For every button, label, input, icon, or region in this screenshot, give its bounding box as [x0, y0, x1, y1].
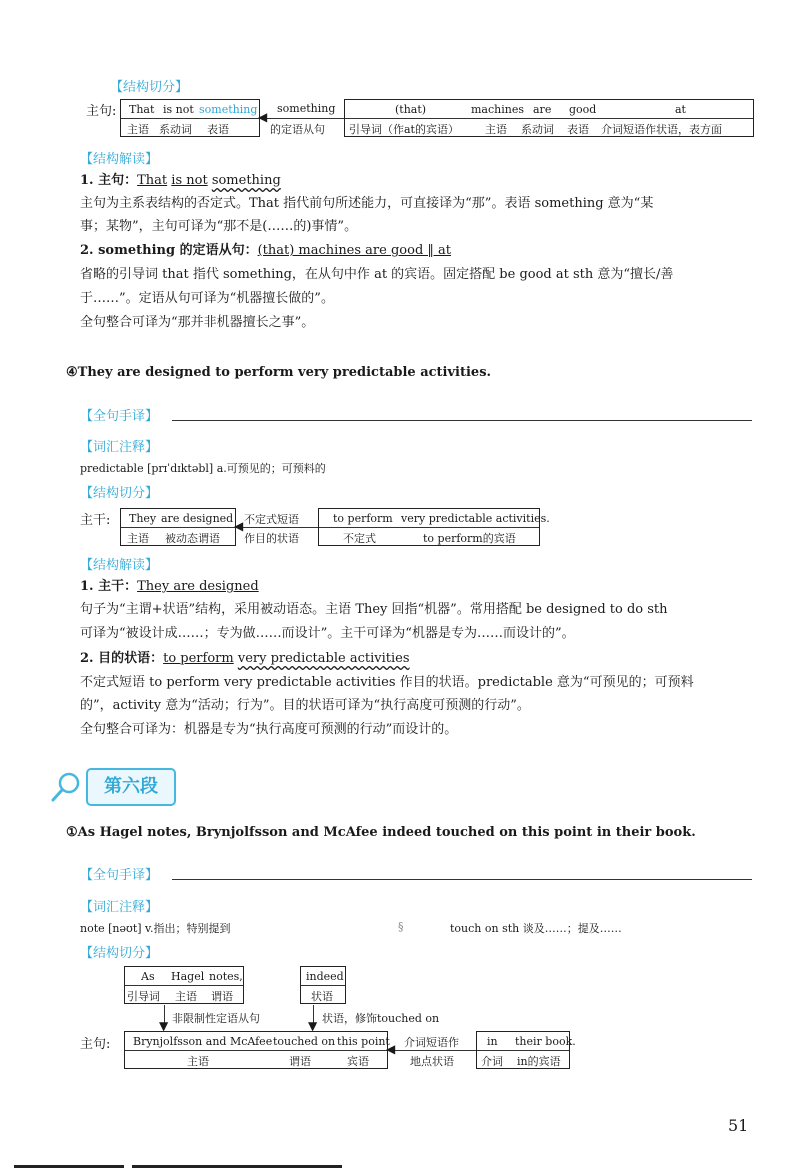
structure-box-infinitive — [318, 508, 550, 546]
role-predicate: 谓语 — [289, 1055, 311, 1068]
phrase-to-perform: to perform — [163, 651, 234, 666]
paragraph-line: 的”，activity 意为“活动；行为”。目的状语可译为“执行高度可预测的行动”。 — [80, 698, 530, 713]
page-number: 51 — [728, 1116, 749, 1135]
mid-label-top: something — [277, 102, 336, 115]
role-subject: 主语 — [127, 123, 149, 136]
word-that: That — [129, 103, 155, 116]
mid-label-bottom: 地点状语 — [410, 1055, 454, 1068]
interpret-tag: 【结构解读】 — [80, 152, 159, 167]
down-arrow-icon: ▼ — [308, 1019, 318, 1033]
structure-box-trunk — [120, 508, 236, 546]
trunk-label: 主干: — [80, 513, 111, 528]
vocab-mark: § — [398, 920, 404, 933]
footer-rule — [132, 1165, 342, 1168]
word-subjects: Brynjolfsson and McAfee — [133, 1035, 273, 1048]
structure-tag: 【结构切分】 — [110, 80, 189, 95]
vocab-note: note [nəʊt] v.指出；特别提到 — [80, 922, 231, 935]
structure-box-main — [120, 99, 260, 137]
word-hagel: Hagel — [171, 970, 205, 983]
point-2-title: 2. something 的定语从句： — [80, 243, 258, 258]
role-predicate: 谓语 — [211, 990, 233, 1003]
vocab-tag: 【词汇注释】 — [80, 440, 159, 455]
role-prep-adverbial: 介词短语作状语，表方面 — [601, 123, 722, 136]
main-clause-label: 主句: — [86, 104, 117, 119]
role-predicative: 表语 — [207, 123, 229, 136]
phrase-very-predictable-activities: very predictable activities — [237, 651, 410, 666]
word-that-paren: (that) — [395, 103, 427, 116]
phrase-something: something — [211, 173, 281, 188]
paragraph-line: 主句为主系表结构的否定式。That 指代前句所述能力，可直接译为“那”。表语 something 意为“某 — [80, 196, 654, 211]
role-subject-2: 主语 — [485, 123, 507, 136]
structure-box-as-clause — [124, 966, 244, 1004]
paragraph-line: 不定式短语 to perform very predictable activities 作目的状语。predictable 意为“可预见的；可预料 — [80, 675, 694, 690]
word-good: good — [569, 103, 597, 116]
point-2 — [80, 242, 451, 260]
word-notes: notes, — [209, 970, 243, 983]
sentence-4: ④They are designed to perform very predictable activities. — [66, 365, 492, 380]
word-to-perform: to perform — [333, 512, 393, 525]
paragraph-line: 省略的引导词 that 指代 something，在从句中作 at 的宾语。固定搭配 be good at sth 意为“擅长/善 — [80, 267, 674, 282]
translate-tag: 【全句手译】 — [80, 868, 159, 883]
phrase-that: That — [137, 173, 168, 188]
section-title: 第六段 — [86, 768, 176, 806]
vocab-tag: 【词汇注释】 — [80, 900, 159, 915]
interpret-tag: 【结构解读】 — [80, 558, 159, 573]
role-object-of-in: in的宾语 — [517, 1055, 561, 1068]
word-as: As — [141, 970, 155, 983]
word-this-point: this point — [337, 1035, 390, 1048]
point-1 — [80, 578, 259, 596]
left-arrow-icon: ◀ — [386, 1042, 396, 1056]
vocab-touch-on: touch on sth 谈及……；提及…… — [450, 922, 622, 935]
role-infinitive: 不定式 — [343, 532, 376, 545]
role-object: 宾语 — [347, 1055, 369, 1068]
word-activities: very predictable activities. — [401, 512, 550, 525]
point-1 — [80, 172, 281, 190]
structure-box-indeed — [300, 966, 346, 1004]
paragraph-line: 全句整合可译为：机器是专为“执行高度可预测的行动”而设计的。 — [80, 722, 458, 737]
translation-blank-line[interactable] — [172, 879, 752, 880]
paragraph-line: 句子为“主谓+状语”结构，采用被动语态。主语 They 回指“机器”。常用搭配 be designed to do sth — [80, 602, 668, 617]
point-2 — [80, 650, 410, 668]
role-preposition: 介词 — [481, 1055, 503, 1068]
sentence-1: ①As Hagel notes, Brynjolfsson and McAfee indeed touched on this point in their book. — [66, 825, 696, 840]
mid-label-top: 介词短语作 — [404, 1036, 459, 1049]
paragraph-line: 可译为“被设计成……；专为做……而设计”。主干可译为“机器是专为……而设计的”。 — [80, 626, 575, 641]
paragraph-line: 于……”。定语从句可译为“机器擅长做的”。 — [80, 291, 334, 306]
adverbial-label: 状语，修饰touched on — [322, 1012, 440, 1025]
role-passive-predicate: 被动态谓语 — [165, 532, 220, 545]
mid-label-top: 不定式短语 — [244, 513, 299, 526]
translation-blank-line[interactable] — [172, 420, 752, 421]
translate-tag: 【全句手译】 — [80, 409, 159, 424]
nonrestrictive-label: 非限制性定语从句 — [172, 1012, 260, 1025]
mid-label-bottom: 的定语从句 — [270, 123, 325, 136]
phrase-is-not: is not — [171, 173, 208, 188]
point-1-title: 1. 主句： — [80, 173, 138, 188]
structure-tag: 【结构切分】 — [80, 486, 159, 501]
role-introducer: 引导词（作at的宾语） — [349, 123, 459, 136]
word-is-not: is not — [163, 103, 194, 116]
word-something: something — [199, 103, 258, 116]
role-predicative-2: 表语 — [567, 123, 589, 136]
left-arrow-icon: ◀ — [234, 519, 244, 533]
structure-box-relative-clause — [344, 99, 754, 137]
word-at: at — [675, 103, 686, 116]
word-in: in — [487, 1035, 498, 1048]
point-2-title: 2. 目的状语： — [80, 651, 164, 666]
role-introducer: 引导词 — [127, 990, 160, 1003]
phrase-relative-clause: (that) machines are good ‖ at — [257, 243, 452, 258]
footer-rule — [14, 1165, 124, 1168]
word-their-book: their book. — [515, 1035, 576, 1048]
word-are: are — [533, 103, 552, 116]
left-arrow-icon: ◀ — [258, 110, 268, 124]
role-subject: 主语 — [175, 990, 197, 1003]
structure-box-prep-phrase — [476, 1031, 576, 1069]
main-clause-label: 主句: — [80, 1037, 111, 1052]
magnifier-icon — [50, 770, 82, 804]
role-subject: 主语 — [127, 532, 149, 545]
paragraph-line: 事；某物”，主句可译为“那不是(……的)事情”。 — [80, 219, 358, 234]
vocab-predictable: predictable [prɪˈdɪktəbl] a.可预见的；可预料的 — [80, 462, 326, 475]
paragraph-line: 全句整合可译为“那并非机器擅长之事”。 — [80, 315, 315, 330]
mid-label-bottom: 作目的状语 — [244, 532, 299, 545]
down-arrow-icon: ▼ — [159, 1019, 169, 1033]
word-machines: machines — [471, 103, 524, 116]
word-they: They — [129, 512, 157, 525]
word-touched-on: touched on — [273, 1035, 336, 1048]
role-subject: 主语 — [187, 1055, 209, 1068]
word-are-designed: are designed — [161, 512, 234, 525]
structure-tag: 【结构切分】 — [80, 946, 159, 961]
role-linking-verb: 系动词 — [159, 123, 192, 136]
role-object-of-perform: to perform的宾语 — [423, 532, 516, 545]
phrase-they-are-designed: They are designed — [137, 579, 259, 594]
structure-box-main-clause — [124, 1031, 388, 1069]
point-1-title: 1. 主干： — [80, 579, 138, 594]
role-adverbial: 状语 — [311, 990, 333, 1003]
word-indeed: indeed — [306, 970, 344, 983]
role-linking-verb-2: 系动词 — [521, 123, 554, 136]
